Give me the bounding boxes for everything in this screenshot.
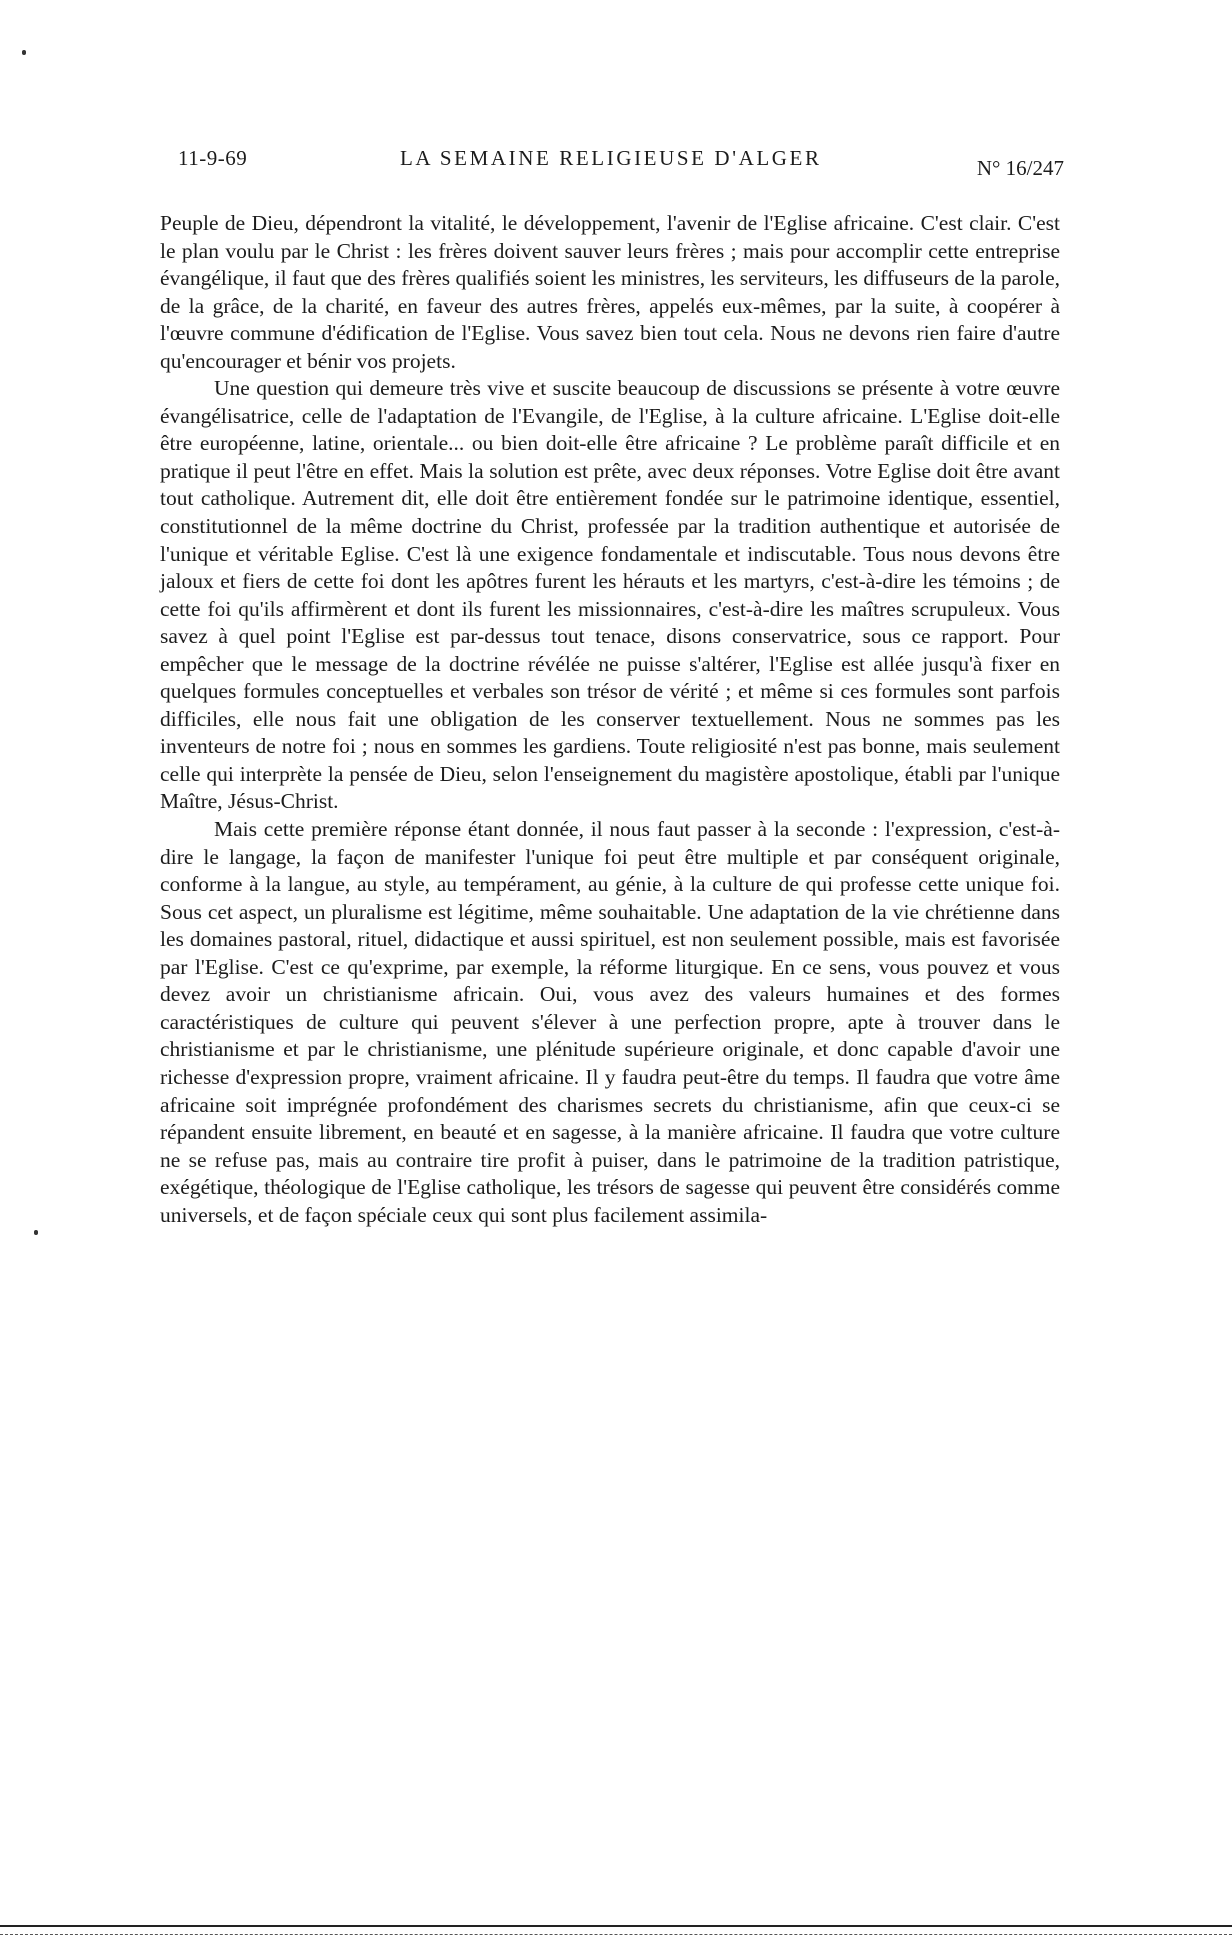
paragraph-2: Une question qui demeure très vive et suscite beaucoup de discussions se présente à votre œuvre évangélisatrice, celle de l'adaptation de l'Evangile, de l'Eglise, à la culture africaine. L'Eglise doit-elle être européenne, latine, orientale... ou bien doit-elle être africaine ? Le problème paraît difficile et en pratique il peut l'être en effet. Mais la solution est prête, avec deux réponses. Votre Eglise doit être avant tout catholique. Autrement dit, elle doit être entièrement fondée sur le patrimoine identique, essentiel, constitutionnel de la même doctrine du Christ, professée par la tradition authentique et autorisée de l'unique et véritable Eglise. C'est là une exigence fondamentale et indiscutable. Tous nous devons être jaloux et fiers de cette foi dont les apôtres furent les hérauts et les martyrs, c'est-à-dire les témoins ; de cette foi qu'ils affirmèrent et dont ils furent les missionnaires, c'est-à-dire les maîtres scrupuleux. Vous savez à quel point l'Eglise est par-dessus tout tenace, disons conservatrice, sous ce rapport. Pour empêcher que le message de la doctrine révélée ne puisse s'altérer, l'Eglise est allée jusqu'à fixer en quelques formules conceptuelles et verbales son trésor de vérité ; et même si ces formules sont parfois difficiles, elle nous fait une obligation de les conserver textuellement. Nous ne sommes pas les inventeurs de notre foi ; nous en sommes les gardiens. Toute religiosité n'est pas bonne, mais seulement celle qui interprète la pensée de Dieu, selon l'enseignement du magistère apostolique, établi par l'unique Maître, Jésus-Christ. — [160, 376, 1060, 814]
bottom-scan-border — [0, 1925, 1232, 1927]
article-body — [160, 210, 1060, 1229]
paragraph-3: Mais cette première réponse étant donnée, il nous faut passer à la seconde : l'expression, c'est-à-dire le langage, la façon de manifester l'unique foi peut être multiple et par conséquent originale, conforme à la langue, au style, au tempérament, au génie, à la culture de qui professe cette unique foi. Sous cet aspect, un pluralisme est légitime, même souhaitable. Une adaptation de la vie chrétienne dans les domaines pastoral, rituel, didactique et aussi spirituel, est non seulement possible, mais est favorisée par l'Eglise. C'est ce qu'exprime, par exemple, la réforme liturgique. En ce sens, vous pouvez et vous devez avoir un christianisme africain. Oui, vous avez des valeurs humaines et des formes caractéristiques de culture qui peuvent s'élever à une perfection propre, apte à trouver dans le christianisme et par le christianisme, une plénitude supérieure originale, et donc capable d'avoir une richesse d'expression propre, vraiment africaine. Il y faudra peut-être du temps. Il faudra que votre âme africaine soit imprégnée profondément des charismes secrets du christianisme, afin que ceux-ci se répandent ensuite librement, en beauté et en sagesse, à la manière africaine. Il faudra que votre culture ne se refuse pas, mais au contraire tire profit à puiser, dans le patrimoine de la tradition patristique, exégétique, théologique de l'Eglise catholique, les trésors de sagesse qui peuvent être considérés comme universels, et de façon spéciale ceux qui sont plus facilement assimila- — [160, 817, 1060, 1227]
paragraph-1: Peuple de Dieu, dépendront la vitalité, le développement, l'avenir de l'Eglise africaine. C'est clair. C'est le plan voulu par le Christ : les frères doivent sauver leurs frères ; mais pour accomplir cette entreprise évangélique, il faut que des frères qualifiés soient les ministres, les serviteurs, les diffuseurs de la parole, de la grâce, de la charité, en faveur des autres frères, appelés eux-mêmes, par la suite, à coopérer à l'œuvre commune d'édification de l'Eglise. Vous savez bien tout cela. Nous ne devons rien faire d'autre qu'encourager et bénir vos projets. — [160, 211, 1060, 373]
publication-title: LA SEMAINE RELIGIEUSE D'ALGER — [400, 146, 822, 170]
bottom-scan-border-dashed — [0, 1934, 1232, 1935]
issue-date: 11-9-69 — [178, 146, 248, 170]
scan-speck — [22, 50, 26, 55]
scan-speck — [34, 1230, 38, 1235]
issue-number: N° 16/247 — [976, 156, 1064, 180]
running-head — [178, 146, 1064, 180]
